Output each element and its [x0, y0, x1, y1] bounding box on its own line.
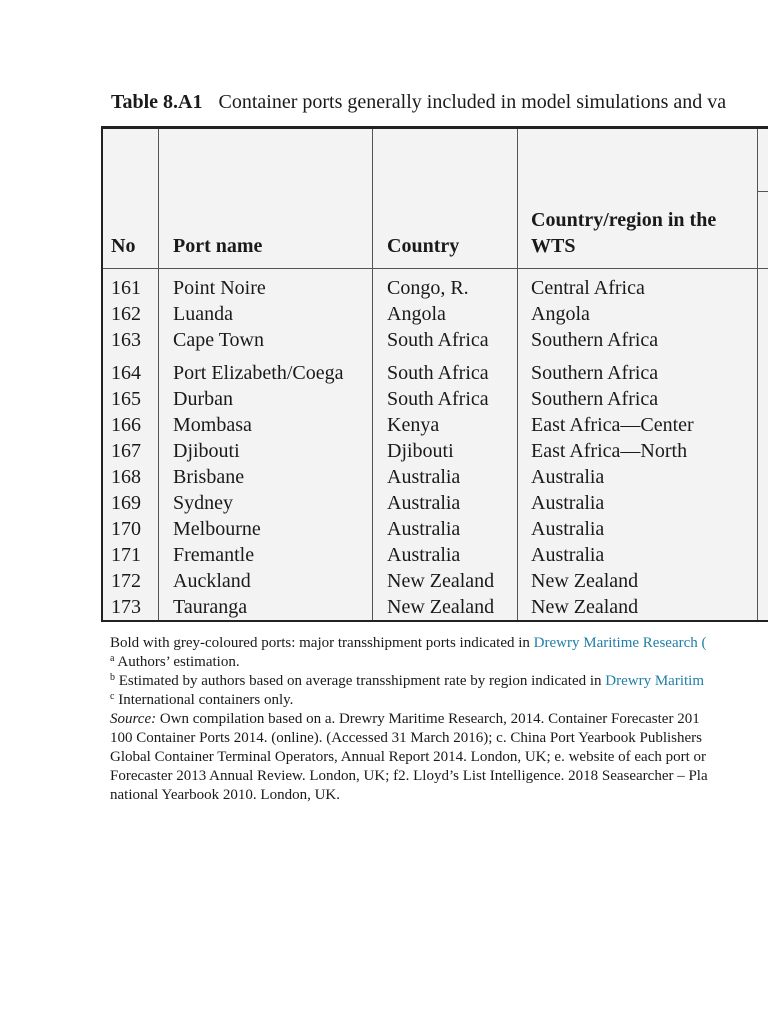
cell-port-name: Port Elizabeth/Coega — [173, 362, 344, 384]
cell-no: 173 — [111, 596, 141, 618]
table-row — [103, 464, 768, 490]
cell-no: 172 — [111, 570, 141, 592]
cell-region: Southern Africa — [531, 329, 659, 351]
cell-region: Southern Africa — [531, 388, 659, 410]
cell-no: 168 — [111, 466, 141, 488]
table-row — [103, 360, 768, 386]
footnote-mark-a: a — [110, 653, 115, 664]
cell-no: 164 — [111, 362, 141, 384]
cell-no: 166 — [111, 414, 141, 436]
cell-port-name: Sydney — [173, 492, 233, 514]
cell-port-name: Durban — [173, 388, 233, 410]
cell-country: Australia — [387, 544, 461, 566]
cell-no: 171 — [111, 544, 141, 566]
source-text-1: Own compilation based on a. Drewry Maritime Research, 2014. Container Forecaster 201 — [156, 711, 700, 727]
table-row — [103, 568, 768, 594]
cell-port-name: Djibouti — [173, 440, 240, 462]
header-port-name: Port name — [173, 235, 263, 257]
cell-country: South Africa — [387, 362, 489, 384]
note-bold-ports — [110, 634, 768, 653]
footnote-mark-c: c — [110, 691, 115, 702]
cell-port-name: Auckland — [173, 570, 251, 592]
cell-country: Kenya — [387, 414, 440, 436]
cell-region: Southern Africa — [531, 362, 659, 384]
ports-table — [101, 126, 768, 622]
cell-country: South Africa — [387, 329, 489, 351]
cell-region: East Africa—North — [531, 440, 688, 462]
cell-no: 167 — [111, 440, 141, 462]
citation-link-drewry[interactable]: Drewry Maritime Research ( — [533, 635, 707, 651]
cell-no: 161 — [111, 277, 141, 299]
table-row — [103, 490, 768, 516]
table-caption-label: Table 8.A1 — [111, 91, 203, 113]
table-caption — [111, 89, 726, 115]
cell-no: 170 — [111, 518, 141, 540]
cell-region: New Zealand — [531, 596, 639, 618]
note-bold-ports-text: Bold with grey-coloured ports: major transshipment ports indicated in — [110, 635, 534, 651]
cell-port-name: Luanda — [173, 303, 233, 325]
cell-country: New Zealand — [387, 570, 495, 592]
cell-no: 163 — [111, 329, 141, 351]
cell-no: 162 — [111, 303, 141, 325]
cell-country: Australia — [387, 466, 461, 488]
header-subdivider — [757, 191, 768, 192]
header-region-line2: WTS — [531, 235, 576, 257]
header-region-line1: Country/region in the — [531, 209, 717, 231]
table-row — [103, 542, 768, 568]
cell-port-name: Fremantle — [173, 544, 255, 566]
source-line-1 — [110, 710, 768, 729]
note-b — [110, 672, 768, 691]
cell-port-name: Brisbane — [173, 466, 245, 488]
cell-port-name: Tauranga — [173, 596, 248, 618]
cell-region: Central Africa — [531, 277, 645, 299]
cell-country: Australia — [387, 518, 461, 540]
table-row — [103, 386, 768, 412]
table-notes — [110, 634, 768, 805]
cell-port-name: Melbourne — [173, 518, 261, 540]
cell-region: East Africa—Center — [531, 414, 694, 436]
cell-country: New Zealand — [387, 596, 495, 618]
table-row — [103, 438, 768, 464]
cell-region: Angola — [531, 303, 590, 325]
cell-country: Congo, R. — [387, 277, 469, 299]
cell-region: Australia — [531, 544, 605, 566]
note-a — [110, 653, 768, 672]
source-label: Source: — [110, 711, 157, 727]
source-line-2: 100 Container Ports 2014. (online). (Accessed 31 March 2016); c. China Port Yearbook Publishers — [110, 730, 703, 746]
cell-no: 169 — [111, 492, 141, 514]
cell-no: 165 — [111, 388, 141, 410]
source-line-5: national Yearbook 2010. London, UK. — [110, 787, 340, 803]
footnote-mark-b: b — [110, 672, 115, 683]
cell-port-name: Mombasa — [173, 414, 252, 436]
note-a-text: Authors’ estimation. — [114, 654, 240, 670]
cell-port-name: Point Noire — [173, 277, 266, 299]
header-country: Country — [387, 235, 460, 257]
cell-country: Angola — [387, 303, 446, 325]
table-row — [103, 275, 768, 301]
cell-region: Australia — [531, 466, 605, 488]
table-caption-text: Container ports generally included in model simulations and va — [218, 91, 727, 113]
header-no: No — [111, 235, 136, 257]
source-line-3: Global Container Terminal Operators, Annual Report 2014. London, UK; e. website of each port or — [110, 749, 707, 765]
table-row — [103, 594, 768, 620]
note-c-text: International containers only. — [114, 692, 294, 708]
table-row — [103, 327, 768, 353]
table-row — [103, 516, 768, 542]
note-c — [110, 691, 768, 710]
cell-region: Australia — [531, 492, 605, 514]
header-rule — [103, 268, 768, 269]
cell-country: Australia — [387, 492, 461, 514]
cell-port-name: Cape Town — [173, 329, 264, 351]
table-row — [103, 412, 768, 438]
note-b-text: Estimated by authors based on average transshipment rate by region indicated in — [115, 673, 606, 689]
citation-link-drewry-b[interactable]: Drewry Maritim — [605, 673, 705, 689]
cell-country: Djibouti — [387, 440, 454, 462]
cell-region: Australia — [531, 518, 605, 540]
cell-country: South Africa — [387, 388, 489, 410]
source-line-4: Forecaster 2013 Annual Review. London, UK; f2. Lloyd’s List Intelligence. 2018 Seasearcher – Pla — [110, 768, 708, 784]
cell-region: New Zealand — [531, 570, 639, 592]
table-row — [103, 301, 768, 327]
